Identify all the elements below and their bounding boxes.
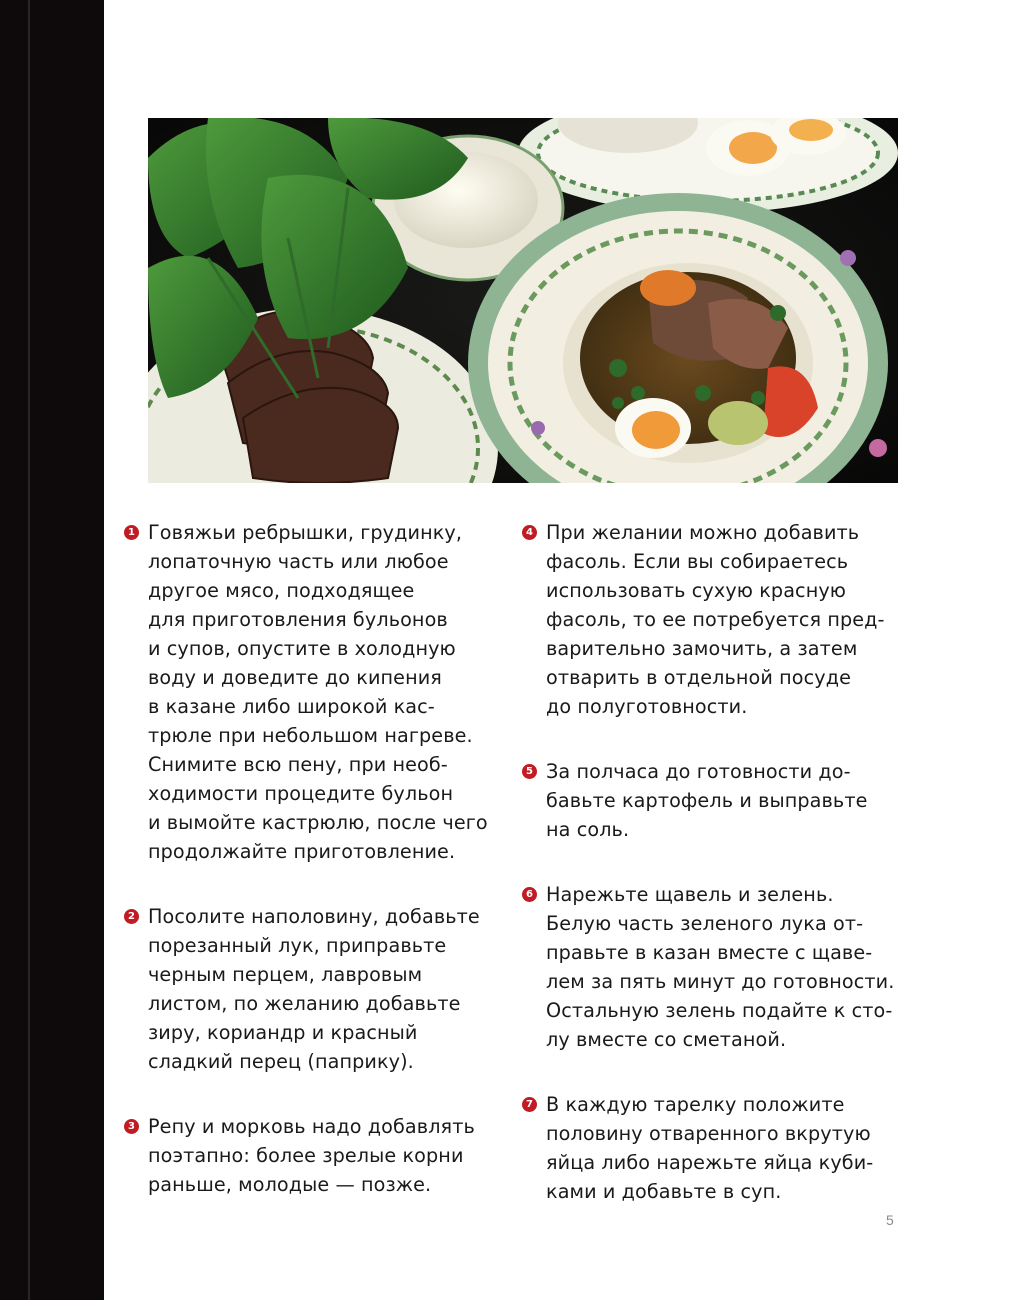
step-text-line: Посолите наполовину, добавьте [148,905,480,928]
step-text-line: Репу и морковь надо добавлять [148,1115,475,1138]
step-text-line: порезанный лук, приправьте [148,934,447,957]
step-text-line: раньше, молодые — позже. [148,1173,432,1196]
step-number-badge: 1 [124,525,139,540]
step-text-line: зиру, кориандр и красный [148,1021,418,1044]
step-text-line: листом, по желанию добавьте [148,992,461,1015]
step-text-line: сладкий перец (паприку). [148,1050,414,1073]
step-text-line: лопаточную часть или любое [148,550,449,573]
step-7 [522,1090,882,1206]
step-text-line: В каждую тарелку положите [546,1093,845,1116]
step-text-line: воду и доведите до кипения [148,666,442,689]
step-text-line: варительно замочить, а затем [546,637,858,660]
step-text-line: продолжайте приготовление. [148,840,456,863]
step-3 [124,1112,484,1199]
page-number: 5 [886,1212,894,1228]
step-text-line: на соль. [546,818,630,841]
step-2 [124,902,484,1076]
step-text-line: и супов, опустите в холодную [148,637,456,660]
step-text-line: поэтапно: более зрелые корни [148,1144,464,1167]
step-text-line: и вымойте кастрюлю, после чего [148,811,488,834]
soup-photo [148,118,898,483]
step-text-line: Снимите всю пену, при необ- [148,753,448,776]
step-text-line: Остальную зелень подайте к сто- [546,999,893,1022]
step-text-line: фасоль. Если вы собираетесь [546,550,849,573]
step-text-line: Белую часть зеленого лука от- [546,912,864,935]
step-text-line: При желании можно добавить [546,521,860,544]
step-number-badge: 4 [522,525,537,540]
step-text-line: использовать сухую красную [546,579,847,602]
step-number-badge: 2 [124,909,139,924]
step-text-line: бавьте картофель и выправьте [546,789,868,812]
step-6 [522,880,895,1054]
book-spine [0,0,104,1300]
step-number-badge: 6 [522,887,537,902]
step-text-line: другое мясо, подходящее [148,579,415,602]
step-text-line: трюле при небольшом нагреве. [148,724,473,747]
steps-column-right [522,518,895,1206]
step-text-line: За полчаса до готовности до- [546,760,851,783]
step-number-badge: 7 [522,1097,537,1112]
step-text-line: половину отваренного вкрутую [546,1122,871,1145]
step-text-line: отварить в отдельной посуде [546,666,851,689]
step-text-line: правьте в казан вместе с щаве- [546,941,873,964]
step-text-line: для приготовления бульонов [148,608,448,631]
step-text-line: фасоль, то ее потребуется пред- [546,608,885,631]
step-number-badge: 3 [124,1119,139,1134]
step-5 [522,757,882,844]
spine-edge-line [28,0,30,1300]
steps-column-left [124,518,488,1199]
step-4 [522,518,885,721]
step-text-line: ходимости процедите бульон [148,782,454,805]
step-1 [124,518,488,866]
step-text-line: Нарежьте щавель и зелень. [546,883,834,906]
step-text-line: до полуготовности. [546,695,748,718]
step-text-line: в казане либо широкой кас- [148,695,435,718]
step-text-line: лу вместе со сметаной. [546,1028,787,1051]
step-text-line: ками и добавьте в суп. [546,1180,782,1203]
step-number-badge: 5 [522,764,537,779]
step-text-line: яйца либо нарежьте яйца куби- [546,1151,874,1174]
step-text-line: Говяжьи ребрышки, грудинку, [148,521,463,544]
step-text-line: черным перцем, лавровым [148,963,423,986]
step-text-line: лем за пять минут до готовности. [546,970,895,993]
